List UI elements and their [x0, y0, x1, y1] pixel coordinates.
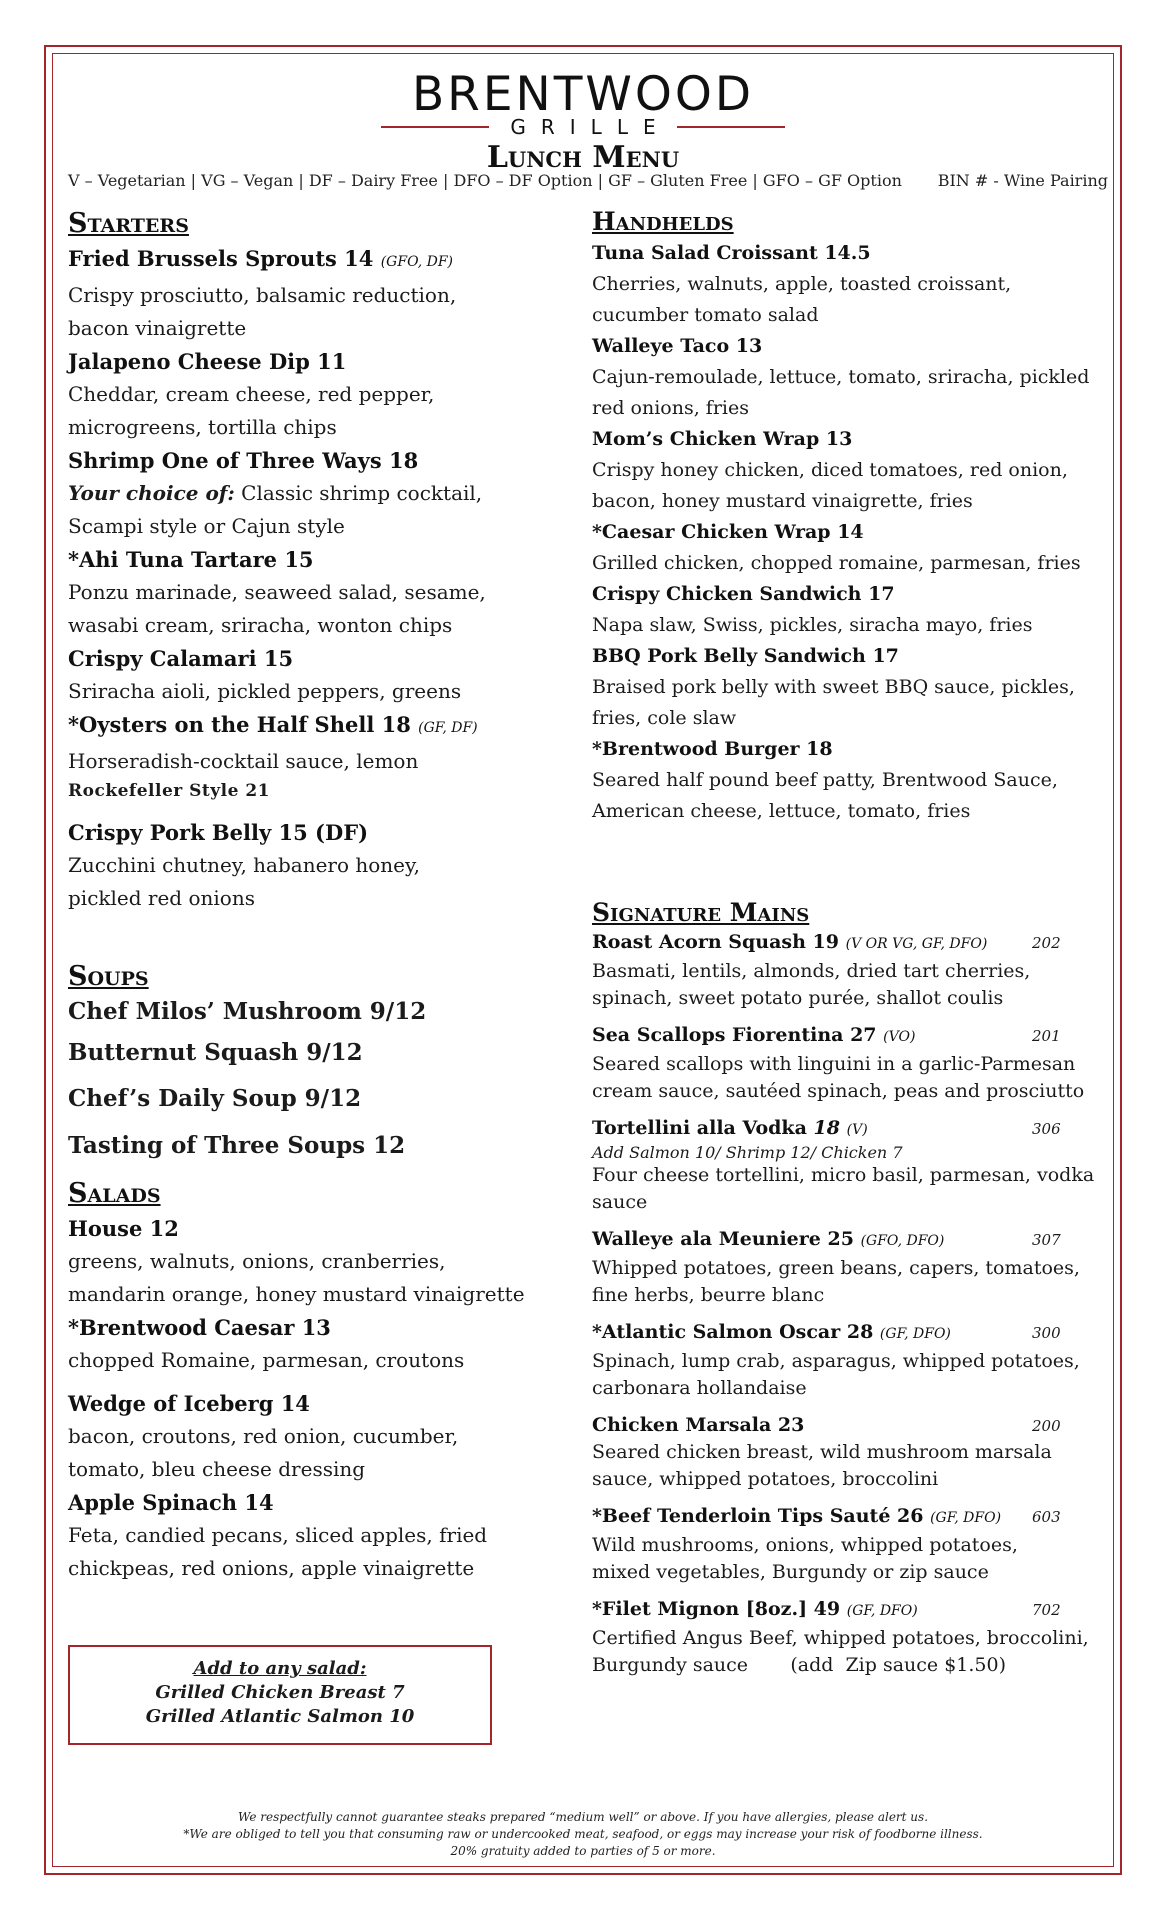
item-price: 18 [813, 1117, 840, 1139]
menu-item [592, 734, 1112, 827]
item-name: BBQ Pork Belly Sandwich 17 [592, 645, 899, 667]
menu-item [68, 242, 558, 345]
item-description: red onions, fries [592, 397, 749, 419]
item-description: Napa slaw, Swiss, pickles, siracha mayo, fries [592, 614, 1033, 636]
logo-rule-right [677, 126, 785, 128]
menu-item [592, 641, 1112, 734]
diet-note: (GF, DFO) [930, 1510, 1002, 1526]
item-description: Four cheese tortellini, micro basil, parmesan, vodka [592, 1164, 1095, 1186]
spacer [592, 1402, 1112, 1412]
section-title-handhelds: Handhelds [592, 207, 734, 236]
diet-note: (GFO, DF) [380, 254, 454, 270]
item-description: cream sauce, sautéed spinach, peas and prosciutto [592, 1080, 1085, 1102]
menu-item [592, 238, 1112, 331]
menu-item [592, 1412, 1112, 1493]
disclaimer-line: 20% gratuity added to parties of 5 or more. [450, 1844, 716, 1858]
add-option: Grilled Chicken Breast 7 [155, 1682, 405, 1703]
menu-item [592, 1022, 1112, 1105]
item-name: Crispy Chicken Sandwich 17 [592, 583, 895, 605]
item-name: House 12 [68, 1216, 179, 1241]
menu-item [68, 543, 558, 642]
diet-note: (V OR VG, GF, DFO) [845, 936, 988, 952]
logo-sub: GRILLE [510, 115, 671, 139]
item-description: Cherries, walnuts, apple, toasted croissant, [592, 273, 1012, 295]
menu-item [68, 1486, 558, 1585]
item-description: tomato, bleu cheese dressing [68, 1457, 366, 1481]
item-description: wasabi cream, sriracha, wonton chips [68, 613, 453, 637]
add-to-salad-title: Add to any salad: [193, 1658, 367, 1679]
item-name: Apple Spinach 14 [68, 1490, 274, 1515]
diet-note: (GFO, DFO) [860, 1233, 945, 1249]
logo-sub-row [0, 116, 1166, 138]
item-description: mixed vegetables, Burgundy or zip sauce [592, 1561, 989, 1583]
item-description: spinach, sweet potato purée, shallot coulis [592, 987, 1004, 1009]
item-name: *Brentwood Caesar 13 [68, 1315, 331, 1340]
item-description: Wild mushrooms, onions, whipped potatoes, [592, 1534, 1018, 1556]
item-description: Braised pork belly with sweet BBQ sauce, pickles, [592, 676, 1075, 698]
item-description: cucumber tomato salad [592, 304, 819, 326]
wine-bin-number: 201 [1032, 1027, 1061, 1045]
spacer [592, 1216, 1112, 1226]
disclaimer-line: *We are obliged to tell you that consuming raw or undercooked meat, seafood, or eggs may increase your risk of foodborne illness. [183, 1827, 983, 1841]
menu-item [592, 579, 1112, 641]
item-name: Tuna Salad Croissant 14.5 [592, 242, 871, 264]
item-description: sauce [592, 1191, 648, 1213]
wine-pairing-key: BIN # - Wine Pairing [937, 171, 1108, 190]
item-name: Mom’s Chicken Wrap 13 [592, 428, 853, 450]
item-name: *Ahi Tuna Tartare 15 [68, 547, 314, 572]
item-description: Whipped potatoes, green beans, capers, tomatoes, [592, 1257, 1080, 1279]
section-title-signature-mains: Signature Mains [592, 898, 810, 927]
diet-note: (VO) [883, 1029, 916, 1045]
spacer [592, 1012, 1112, 1022]
item-description: Spinach, lump crab, asparagus, whipped potatoes, [592, 1350, 1080, 1372]
item-name: Shrimp One of Three Ways 18 [68, 448, 419, 473]
item-description: carbonara hollandaise [592, 1377, 807, 1399]
spacer [592, 1493, 1112, 1503]
item-description: pickled red onions [68, 886, 255, 910]
diet-note: (GF, DFO) [879, 1326, 951, 1342]
item-description: Ponzu marinade, seaweed salad, sesame, [68, 580, 486, 604]
item-description: Sriracha aioli, pickled peppers, greens [68, 679, 462, 703]
diet-note: (GF, DFO) [846, 1603, 918, 1619]
menu-item [68, 1387, 558, 1486]
menu-item [68, 1311, 558, 1377]
diet-legend [68, 170, 1108, 192]
menu-item [592, 929, 1112, 1012]
wine-bin-number: 603 [1032, 1508, 1061, 1526]
add-to-salad-box [68, 1645, 492, 1745]
item-description: Certified Angus Beef, whipped potatoes, broccolini, [592, 1627, 1089, 1649]
item-description: greens, walnuts, onions, cranberries, [68, 1249, 446, 1273]
wine-bin-number: 202 [1032, 934, 1061, 952]
item-name: *Oysters on the Half Shell 18 [68, 712, 411, 737]
menu-item [592, 1319, 1112, 1402]
spacer [592, 1105, 1112, 1115]
item-name: Roast Acorn Squash 19 [592, 931, 839, 953]
item-description: Zucchini chutney, habanero honey, [68, 853, 421, 877]
item-name: Jalapeno Cheese Dip 11 [68, 349, 347, 374]
item-description: Horseradish-cocktail sauce, lemon [68, 749, 419, 773]
item-name: Walleye ala Meuniere 25 [592, 1228, 854, 1250]
menu-item [592, 331, 1112, 424]
spacer [592, 1309, 1112, 1319]
wine-bin-number: 307 [1032, 1231, 1061, 1249]
menu-item [68, 708, 558, 804]
item-description: bacon vinaigrette [68, 316, 247, 340]
item-description: Classic shrimp cocktail, [241, 481, 483, 505]
menu-item [68, 444, 558, 543]
item-description: Seared scallops with linguini in a garlic-Parmesan [592, 1053, 1076, 1075]
item-description: Crispy prosciutto, balsamic reduction, [68, 283, 457, 307]
diet-key: V – Vegetarian | VG – Vegan | DF – Dairy Free | DFO – DF Option | GF – Gluten Free | GFO – GF Option [68, 171, 902, 190]
item-extra: Rockefeller Style 21 [68, 781, 271, 801]
soup-item: Butternut Squash 9/12 [68, 1039, 363, 1066]
diet-note: (GF, DF) [418, 720, 478, 736]
item-description: bacon, honey mustard vinaigrette, fries [592, 490, 973, 512]
item-description: Seared chicken breast, wild mushroom marsala [592, 1441, 1052, 1463]
item-description: Cajun-remoulade, lettuce, tomato, sriracha, pickled [592, 366, 1090, 388]
disclaimer-line: We respectfully cannot guarantee steaks prepared “medium well” or above. If you have allergies, please alert us. [237, 1810, 929, 1824]
item-description: Grilled chicken, chopped romaine, parmesan, fries [592, 552, 1081, 574]
wine-bin-number: 300 [1032, 1324, 1061, 1342]
item-name: Wedge of Iceberg 14 [68, 1391, 310, 1416]
item-description: chopped Romaine, parmesan, croutons [68, 1348, 465, 1372]
logo-name: BRENTWOOD [411, 67, 755, 122]
item-description: Cheddar, cream cheese, red pepper, [68, 382, 435, 406]
menu-item [592, 424, 1112, 517]
wine-bin-number: 306 [1032, 1120, 1061, 1138]
item-name: Tortellini alla Vodka [592, 1117, 807, 1139]
menu-item [592, 1596, 1112, 1679]
menu-item [68, 816, 558, 915]
item-name: *Caesar Chicken Wrap 14 [592, 521, 864, 543]
item-name: Walleye Taco 13 [592, 335, 763, 357]
item-name: *Atlantic Salmon Oscar 28 [592, 1321, 874, 1343]
wine-bin-number: 200 [1032, 1417, 1061, 1435]
menu-item [592, 1115, 1112, 1216]
footer-disclaimer [0, 1809, 1166, 1860]
logo-rule-left [381, 126, 489, 128]
item-name: Chicken Marsala 23 [592, 1414, 805, 1436]
item-addon: Add Salmon 10/ Shrimp 12/ Chicken 7 [592, 1143, 903, 1162]
right-column [592, 206, 1112, 1679]
left-column [68, 206, 558, 1585]
section-title-starters: Starters [68, 208, 189, 239]
item-description: Crispy honey chicken, diced tomatoes, red onion, [592, 459, 1068, 481]
section-title-soups: Soups [68, 961, 149, 992]
item-name: *Beef Tenderloin Tips Sauté 26 [592, 1505, 924, 1527]
item-name: Crispy Pork Belly 15 (DF) [68, 820, 369, 845]
menu-title: Lunch Menu [486, 140, 680, 175]
item-description: Burgundy sauce (add Zip sauce $1.50) [592, 1654, 1007, 1676]
menu-item [68, 642, 558, 708]
item-description: fine herbs, beurre blanc [592, 1284, 825, 1306]
menu-item [592, 1503, 1112, 1586]
menu-item [68, 1212, 558, 1311]
item-description: mandarin orange, honey mustard vinaigrette [68, 1282, 525, 1306]
diet-note: (V) [846, 1122, 868, 1138]
item-description: Seared half pound beef patty, Brentwood Sauce, [592, 769, 1058, 791]
item-name: Fried Brussels Sprouts 14 [68, 246, 374, 271]
item-description: microgreens, tortilla chips [68, 415, 337, 439]
item-description: bacon, croutons, red onion, cucumber, [68, 1424, 459, 1448]
soup-item: Chef Milos’ Mushroom 9/12 [68, 998, 427, 1025]
section-title-salads: Salads [68, 1178, 161, 1209]
soup-item: Tasting of Three Soups 12 [68, 1132, 406, 1159]
choice-label: Your choice of: [68, 481, 235, 505]
item-description: American cheese, lettuce, tomato, fries [592, 800, 971, 822]
item-name: Crispy Calamari 15 [68, 646, 294, 671]
item-description: Feta, candied pecans, sliced apples, fried [68, 1523, 488, 1547]
menu-item [592, 1226, 1112, 1309]
item-description: Basmati, lentils, almonds, dried tart cherries, [592, 960, 1031, 982]
menu-item [592, 517, 1112, 579]
spacer [592, 1586, 1112, 1596]
item-description: Scampi style or Cajun style [68, 514, 345, 538]
menu-item [68, 345, 558, 444]
item-description: chickpeas, red onions, apple vinaigrette [68, 1556, 475, 1580]
item-description: fries, cole slaw [592, 707, 737, 729]
add-option: Grilled Atlantic Salmon 10 [145, 1706, 415, 1727]
item-name: Sea Scallops Fiorentina 27 [592, 1024, 877, 1046]
item-name: *Brentwood Burger 18 [592, 738, 833, 760]
wine-bin-number: 702 [1032, 1601, 1061, 1619]
header [0, 67, 1166, 176]
item-description: sauce, whipped potatoes, broccolini [592, 1468, 939, 1490]
soup-item: Chef’s Daily Soup 9/12 [68, 1085, 362, 1112]
item-name: *Filet Mignon [8oz.] 49 [592, 1598, 841, 1620]
